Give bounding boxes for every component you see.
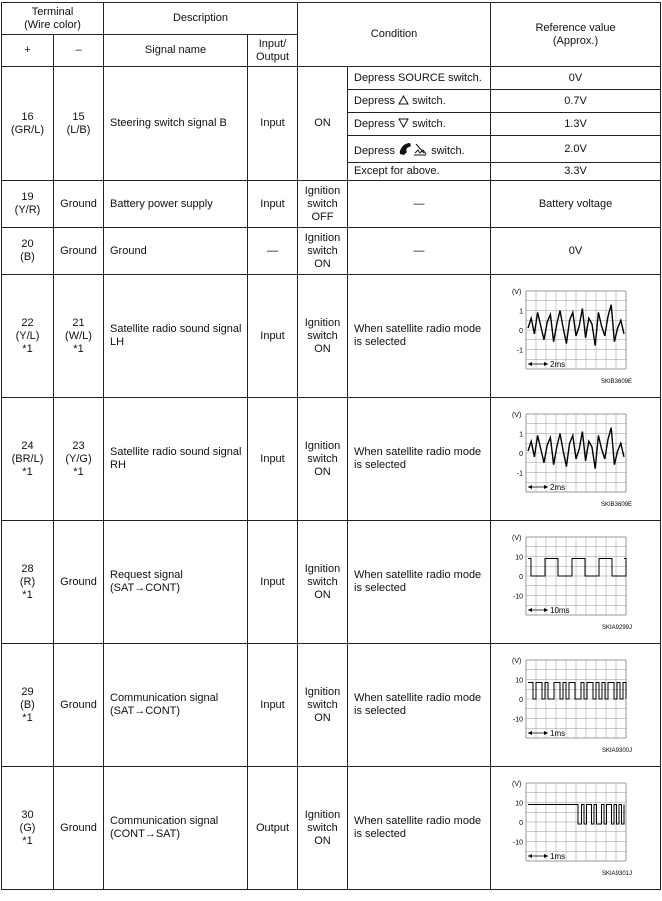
y-tick-label: 0 xyxy=(518,451,523,458)
y-tick-label: 1 xyxy=(518,308,523,316)
io-cell: — xyxy=(248,228,298,275)
minus-header: – xyxy=(54,35,104,67)
subcondition-cell xyxy=(348,136,491,163)
terminal-plus-cell: 16 (GR/L) xyxy=(2,67,54,181)
io-cell: Input xyxy=(248,67,298,181)
condition-cell: Ignition switch ON xyxy=(298,521,348,644)
axis-unit-label: (V) xyxy=(511,781,521,788)
subcondition-cell: When satellite radio mode is selected xyxy=(348,767,491,890)
subcondition-cell: When satellite radio mode is selected xyxy=(348,521,491,644)
y-tick-label: 10 xyxy=(514,677,523,685)
oscilloscope-waveform xyxy=(496,523,656,641)
subcondition-prefix: Depress xyxy=(354,117,395,130)
y-tick-label: 1 xyxy=(518,431,523,439)
terminal-minus-cell: 15 (L/B) xyxy=(54,67,104,181)
subcondition-prefix: Depress xyxy=(354,144,395,157)
waveform-cell xyxy=(491,398,661,521)
terminal-plus-cell: 19 (Y/R) xyxy=(2,181,54,228)
terminal-minus-cell: Ground xyxy=(54,228,104,275)
time-scale-arrowhead xyxy=(528,731,532,735)
signal-name-cell: Satellite radio sound signal LH xyxy=(104,275,248,398)
subcondition-prefix: Depress xyxy=(354,94,395,107)
y-tick-label: -1 xyxy=(516,347,523,355)
waveform-cell xyxy=(491,521,661,644)
waveform-cell xyxy=(491,275,661,398)
phone-icon xyxy=(398,141,428,157)
y-tick-label: 0 xyxy=(518,328,523,335)
reference-value-cell: Battery voltage xyxy=(491,181,661,228)
subcondition-cell xyxy=(348,67,491,90)
time-scale-arrowhead xyxy=(528,485,532,489)
reference-value-cell: 1.3V xyxy=(491,113,661,136)
terminal-minus-cell: Ground xyxy=(54,644,104,767)
figure-code: SKIB3609E xyxy=(600,379,632,385)
reference-value-header: Reference value (Approx.) xyxy=(491,3,661,67)
io-cell: Output xyxy=(248,767,298,890)
condition-cell: Ignition switch OFF xyxy=(298,181,348,228)
signal-name-cell: Steering switch signal B xyxy=(104,67,248,181)
subcondition-text: Except for above. xyxy=(354,165,440,177)
subcondition-cell: — xyxy=(348,181,491,228)
terminal-minus-cell: Ground xyxy=(54,181,104,228)
condition-cell: ON xyxy=(298,67,348,181)
condition-cell: Ignition switch ON xyxy=(298,398,348,521)
subcondition-suffix: switch. xyxy=(412,94,446,107)
waveform-trace xyxy=(528,683,626,700)
y-tick-label: 0 xyxy=(518,820,523,827)
oscilloscope-waveform xyxy=(496,769,656,887)
terminal-plus-cell: 24 (BR/L) *1 xyxy=(2,398,54,521)
terminal-plus-cell: 30 (G) *1 xyxy=(2,767,54,890)
oscilloscope-waveform xyxy=(496,400,656,518)
reference-value-cell: 0.7V xyxy=(491,90,661,113)
plus-header: + xyxy=(2,35,54,67)
figure-code: SKIA9300J xyxy=(601,748,632,754)
io-cell: Input xyxy=(248,181,298,228)
figure-code: SKIA9299J xyxy=(601,625,632,631)
y-tick-label: -1 xyxy=(516,470,523,478)
figure-code: SKIB3609E xyxy=(600,502,632,508)
y-tick-label: -10 xyxy=(512,839,523,847)
signal-name-cell: Satellite radio sound signal RH xyxy=(104,398,248,521)
io-cell: Input xyxy=(248,398,298,521)
signal-name-header: Signal name xyxy=(104,35,248,67)
subcondition-cell: When satellite radio mode is selected xyxy=(348,275,491,398)
signal-name-cell: Communication signal (CONT→SAT) xyxy=(104,767,248,890)
oscilloscope-waveform xyxy=(496,277,656,395)
terminal-minus-cell: Ground xyxy=(54,521,104,644)
subcondition-cell: — xyxy=(348,228,491,275)
subcondition-cell: When satellite radio mode is selected xyxy=(348,644,491,767)
condition-cell: Ignition switch ON xyxy=(298,644,348,767)
terminal-plus-cell: 28 (R) *1 xyxy=(2,521,54,644)
time-scale-label: 10ms xyxy=(549,606,570,615)
time-scale-label: 1ms xyxy=(549,852,565,861)
terminal-reference-table xyxy=(1,2,661,890)
condition-cell: Ignition switch ON xyxy=(298,228,348,275)
input-output-header: Input/ Output xyxy=(248,35,298,67)
triangle-up-icon xyxy=(398,95,409,105)
y-tick-label: -10 xyxy=(512,593,523,601)
terminal-plus-cell: 22 (Y/L) *1 xyxy=(2,275,54,398)
terminal-header: Terminal (Wire color) xyxy=(2,3,104,35)
time-scale-arrowhead xyxy=(528,362,532,366)
y-tick-label: 0 xyxy=(518,574,523,581)
waveform-cell xyxy=(491,767,661,890)
triangle-down-icon xyxy=(398,118,409,128)
terminal-minus-cell: Ground xyxy=(54,767,104,890)
condition-header: Condition xyxy=(298,3,491,67)
time-scale-label: 1ms xyxy=(549,729,565,738)
signal-name-cell: Request signal (SAT→CONT) xyxy=(104,521,248,644)
axis-unit-label: (V) xyxy=(511,658,521,665)
subcondition-cell xyxy=(348,163,491,181)
terminal-plus-cell: 29 (B) *1 xyxy=(2,644,54,767)
subcondition-suffix: switch. xyxy=(431,144,465,157)
io-cell: Input xyxy=(248,275,298,398)
condition-cell: Ignition switch ON xyxy=(298,767,348,890)
figure-code: SKIA9301J xyxy=(601,871,632,877)
signal-name-cell: Communication signal (SAT→CONT) xyxy=(104,644,248,767)
description-header: Description xyxy=(104,3,298,35)
signal-name-cell: Ground xyxy=(104,228,248,275)
axis-unit-label: (V) xyxy=(511,289,521,296)
time-scale-arrowhead xyxy=(528,608,532,612)
terminal-minus-cell: 23 (Y/G) *1 xyxy=(54,398,104,521)
subcondition-text: Depress SOURCE switch. xyxy=(354,71,482,84)
reference-value-cell: 0V xyxy=(491,228,661,275)
y-tick-label: 10 xyxy=(514,800,523,808)
io-cell: Input xyxy=(248,521,298,644)
terminal-minus-cell: 21 (W/L) *1 xyxy=(54,275,104,398)
subcondition-cell: When satellite radio mode is selected xyxy=(348,398,491,521)
subcondition-suffix: switch. xyxy=(412,117,446,130)
reference-value-cell: 0V xyxy=(491,67,661,90)
axis-unit-label: (V) xyxy=(511,412,521,419)
time-scale-arrowhead xyxy=(528,854,532,858)
y-tick-label: -10 xyxy=(512,716,523,724)
subcondition-cell xyxy=(348,113,491,136)
io-cell: Input xyxy=(248,644,298,767)
terminal-plus-cell: 20 (B) xyxy=(2,228,54,275)
time-scale-label: 2ms xyxy=(549,360,565,369)
waveform-trace xyxy=(528,559,626,577)
oscilloscope-waveform xyxy=(496,646,656,764)
axis-unit-label: (V) xyxy=(511,535,521,542)
reference-value-cell: 2.0V xyxy=(491,136,661,163)
y-tick-label: 10 xyxy=(514,554,523,562)
condition-cell: Ignition switch ON xyxy=(298,275,348,398)
time-scale-label: 2ms xyxy=(549,483,565,492)
signal-name-cell: Battery power supply xyxy=(104,181,248,228)
waveform-cell xyxy=(491,644,661,767)
subcondition-cell xyxy=(348,90,491,113)
reference-value-cell: 3.3V xyxy=(491,163,661,181)
y-tick-label: 0 xyxy=(518,697,523,704)
